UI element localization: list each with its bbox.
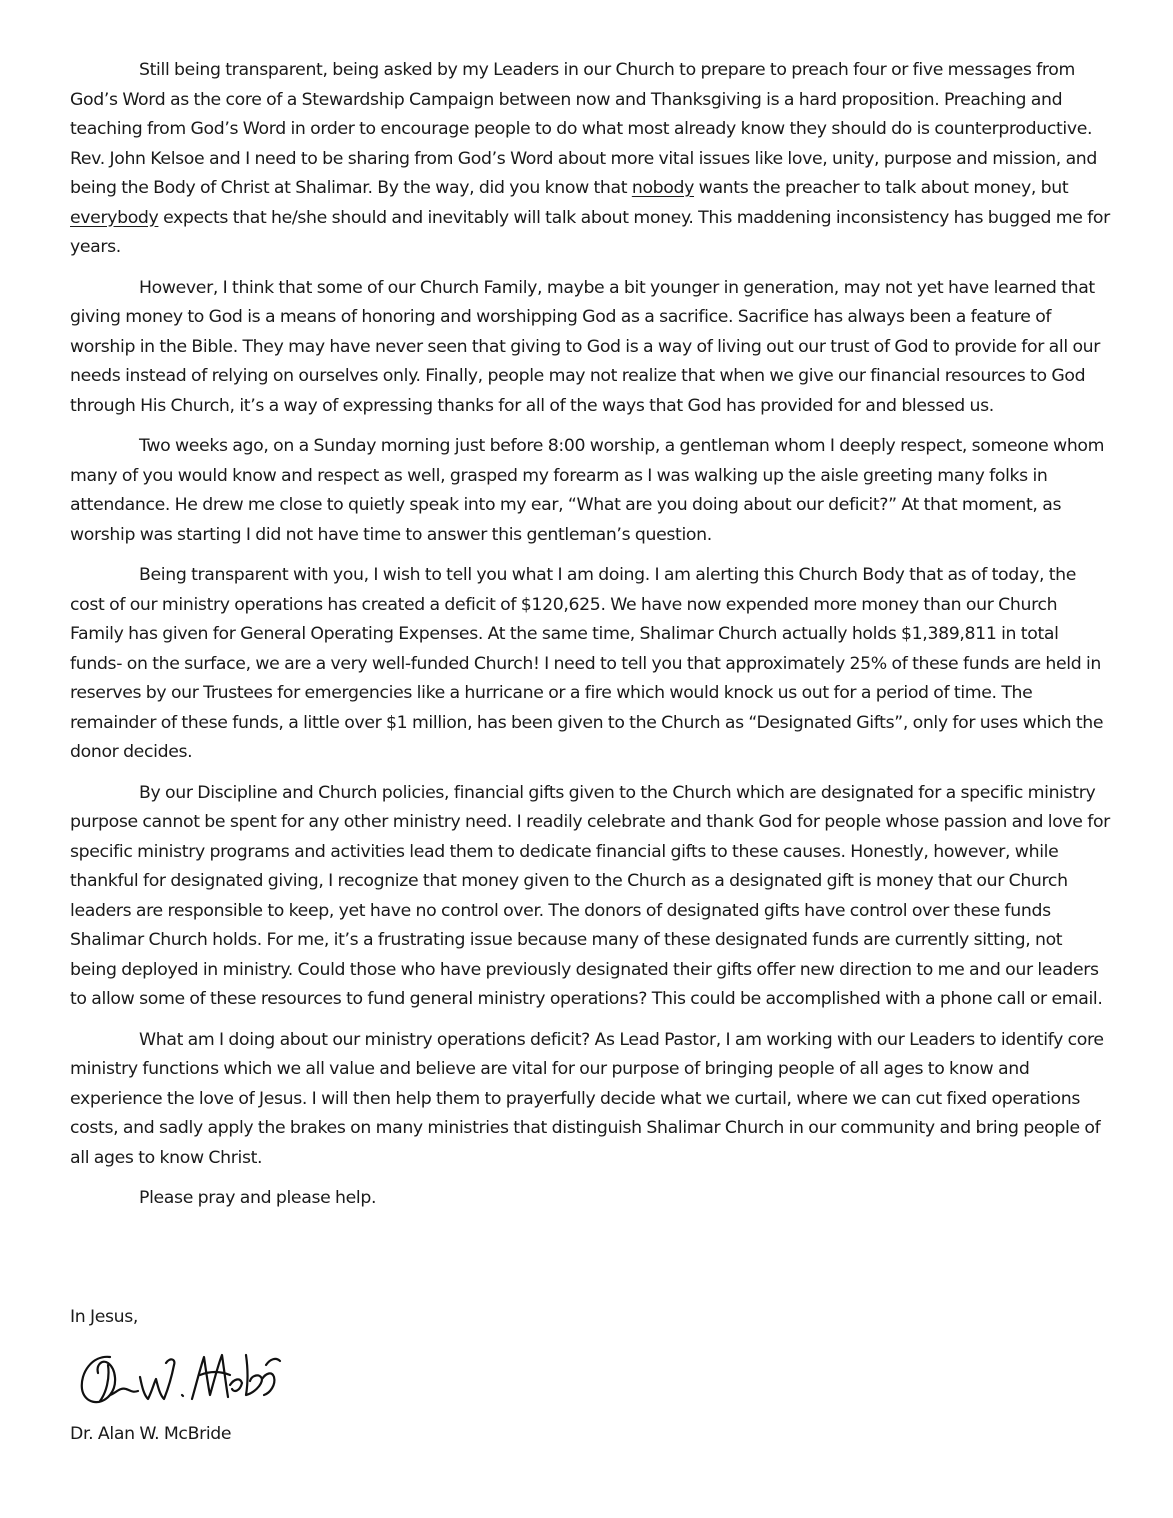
paragraph-stewardship-text-1: Still being transparent, being asked by my Leaders in our Church to prepare to preach four or five messages from God’s Word as the core of a Stewardship Campaign between now and Thanksgiving is a hard proposition. Preaching and teaching from God’s Word in order to encourage people to do what most already know they should do is counterproductive. Rev. John Kelsoe and I need to be sharing from God’s Word about more vital issues like love, unity, purpose and mission, and being the Body of Christ at Shalimar. By the way, did you know that bbox=[70, 60, 1098, 198]
closing-salutation: In Jesus, bbox=[70, 1307, 139, 1327]
paragraph-giving-as-worship: However, I think that some of our Church Family, maybe a bit younger in generation, may not yet have learned that giving money to God is a means of honoring and worshipping God as a sacrifice. Sacrifice has always been a feature of worship in the Bible. They may have never seen that giving to God is a way of living out our trust of God to provide for all our needs instead of relying on ourselves only. Finally, people may not realize that when we give our financial resources to God through His Church, it’s a way of expressing thanks for all of the ways that God has provided for and blessed us. bbox=[70, 277, 1101, 416]
signer-name: Dr. Alan W. McBride bbox=[70, 1424, 232, 1444]
paragraph-stewardship-text-3: expects that he/she should and inevitably will talk about money. This maddening inconsistency has bugged me for years. bbox=[70, 207, 1110, 257]
paragraph-gentleman-question: Two weeks ago, on a Sunday morning just before 8:00 worship, a gentleman whom I deeply respect, someone whom many of you would know and respect as well, grasped my forearm as I was walking up the aisle greeting many folks in attendance. He drew me close to quietly speak into my ear, “What are you doing about our deficit?” At that moment, as worship was starting I did not have time to answer this gentleman’s question. bbox=[70, 436, 1105, 545]
paragraph-stewardship-text-2: wants the preacher to talk about money, but bbox=[694, 178, 1069, 198]
underlined-nobody: nobody bbox=[631, 178, 695, 198]
handwritten-signature-icon bbox=[70, 1335, 290, 1415]
paragraph-pastor-actions: What am I doing about our ministry operations deficit? As Lead Pastor, I am working with our Leaders to identify core ministry functions which we all value and believe are vital for our purpose of bringing people of all ages to know and experience the love of Jesus. I will then help them to prayerfully decide what we curtail, where we can cut fixed operations costs, and sadly apply the brakes on many ministries that distinguish Shalimar Church in our community and bring people of all ages to know Christ. bbox=[70, 1029, 1104, 1168]
underlined-everybody: everybody bbox=[70, 207, 159, 228]
paragraph-pray-and-help: Please pray and please help. bbox=[139, 1188, 377, 1208]
letter-body bbox=[70, 56, 1110, 1225]
paragraph-designated-gifts: By our Discipline and Church policies, financial gifts given to the Church which are designated for a specific ministry purpose cannot be spent for any other ministry need. I readily celebrate and thank God for people whose passion and love for specific ministry programs and activities lead them to dedicate financial gifts to these causes. Honestly, however, while thankful for designated giving, I recognize that money given to the Church as a designated gift is money that our Church leaders are responsible to keep, yet have no control over. The donors of designated gifts have control over these funds Shalimar Church holds. For me, it’s a frustrating issue because many of these designated funds are currently sitting, not being deployed in ministry. Could those who have previously designated their gifts offer new direction to me and our leaders to allow some of these resources to fund general ministry operations? This could be accomplished with a phone call or email. bbox=[70, 782, 1110, 1009]
paragraph-deficit-figures: Being transparent with you, I wish to tell you what I am doing. I am alerting this Church Body that as of today, the cost of our ministry operations has created a deficit of $120,625. We have now expended more money than our Church Family has given for General Operating Expenses. At the same time, Shalimar Church actually holds $1,389,811 in total funds- on the surface, we are a very well-funded Church! I need to tell you that approximately 25% of these funds are held in reserves by our Trustees for emergencies like a hurricane or a fire which would knock us out for a period of time. The remainder of these funds, a little over $1 million, has been given to the Church as “Designated Gifts”, only for uses which the donor decides. bbox=[70, 565, 1104, 762]
paragraph-stewardship bbox=[70, 56, 1110, 263]
